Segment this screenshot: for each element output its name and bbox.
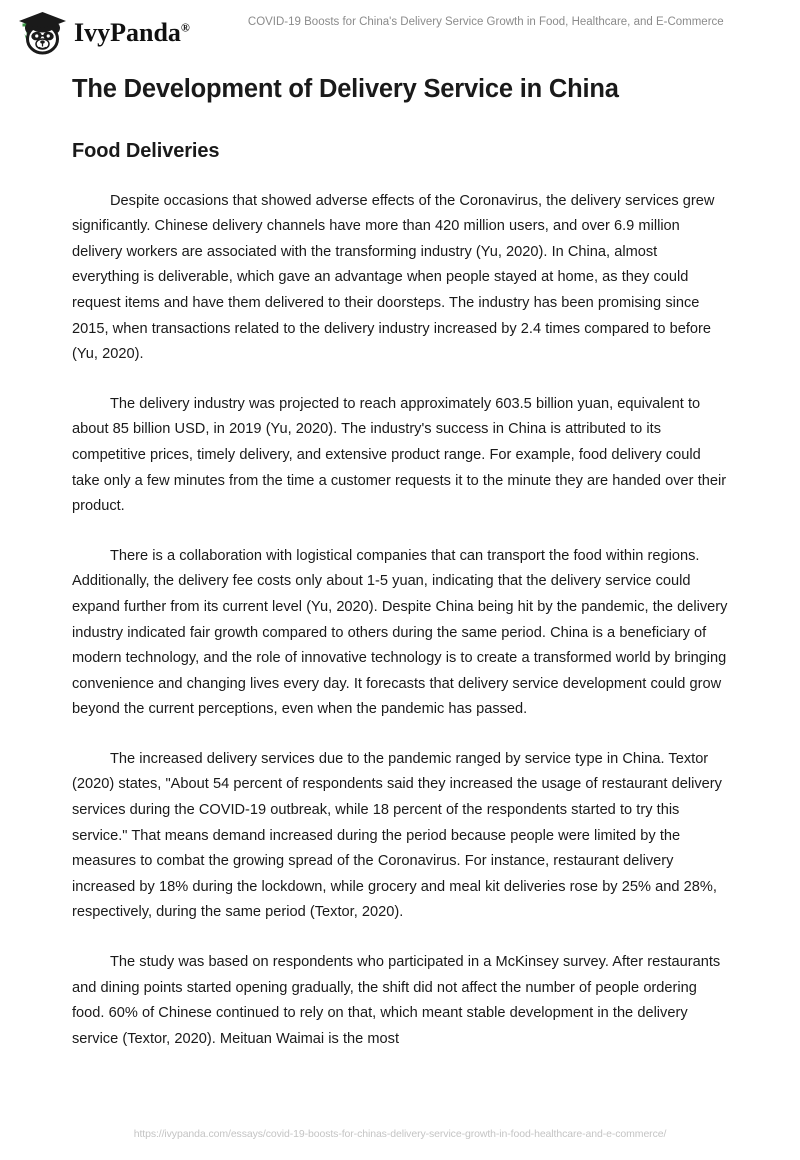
brand-logo-link[interactable] (14, 10, 190, 56)
paragraph: There is a collaboration with logistical companies that can transport the food within regions. Additionally, the delivery fee costs only about 1-5 yuan, indicating that the delivery service could expand further from its current level (Yu, 2020). Despite China being hit by the pandemic, the delivery industry indicated fair growth compared to others during the same period. China is a beneficiary of modern technology, and the role of innovative technology is to create a transformed world by bringing convenience and changing lives every day. It forecasts that delivery service development could grow beyond the current perceptions, even when the pandemic has passed. (72, 547, 728, 718)
section-heading-food-deliveries: Food Deliveries (72, 139, 220, 162)
document-body (72, 62, 728, 1052)
paragraph: The delivery industry was projected to reach approximately 603.5 billion yuan, equivalent to about 85 billion USD, in 2019 (Yu, 2020). The industry's success in China is attributed to its competitive prices, timely delivery, and extensive product range. For example, food delivery could take only a few minutes from the time a customer requests it to the minute they are handed over their product. (72, 395, 727, 515)
page-title: The Development of Delivery Service in China (72, 75, 619, 103)
site-header (0, 0, 800, 62)
paragraph: The study was based on respondents who participated in a McKinsey survey. After restaurants and dining points started opening gradually, the shift did not affect the number of people ordering food. 60% of Chinese continued to rely on that, which meant stable development in the delivery service (Textor, 2020). Meituan Waimai is the most (72, 954, 721, 1047)
footer-source-url: https://ivypanda.com/essays/covid-19-boosts-for-chinas-delivery-service-growth-in-food-healthcare-and-e-commerce/ (133, 1128, 667, 1140)
header-document-title: COVID-19 Boosts for China's Delivery Service Growth in Food, Healthcare, and E-Commerce (247, 16, 724, 28)
registered-trademark-symbol: ® (180, 20, 190, 35)
paragraph: Despite occasions that showed adverse effects of the Coronavirus, the delivery services grew significantly. Chinese delivery channels have more than 420 million users, and over 6.9 million delivery workers are associated with the transforming industry (Yu, 2020). In China, almost everything is deliverable, which gave an advantage when people stayed at home, as they could request items and have them delivered to their doorsteps. The industry has been promising since 2015, when transactions related to the delivery industry increased by 2.4 times compared to before (Yu, 2020). (72, 192, 715, 363)
panda-graduation-cap-logo-icon (14, 10, 68, 56)
brand-name: IvyPanda® (74, 18, 190, 47)
paragraph: The increased delivery services due to the pandemic ranged by service type in China. Textor (2020) states, "About 54 percent of respondents said they increased the usage of restaurant delivery services during the COVID-19 outbreak, while 18 percent of the respondents started to try this service." That means demand increased during the period because people were limited by the measures to combat the growing spread of the Coronavirus. For instance, restaurant delivery increased by 18% during the lockdown, while grocery and meal kit deliveries rose by 25% and 28%, respectively, during the same period (Textor, 2020). (72, 750, 722, 921)
